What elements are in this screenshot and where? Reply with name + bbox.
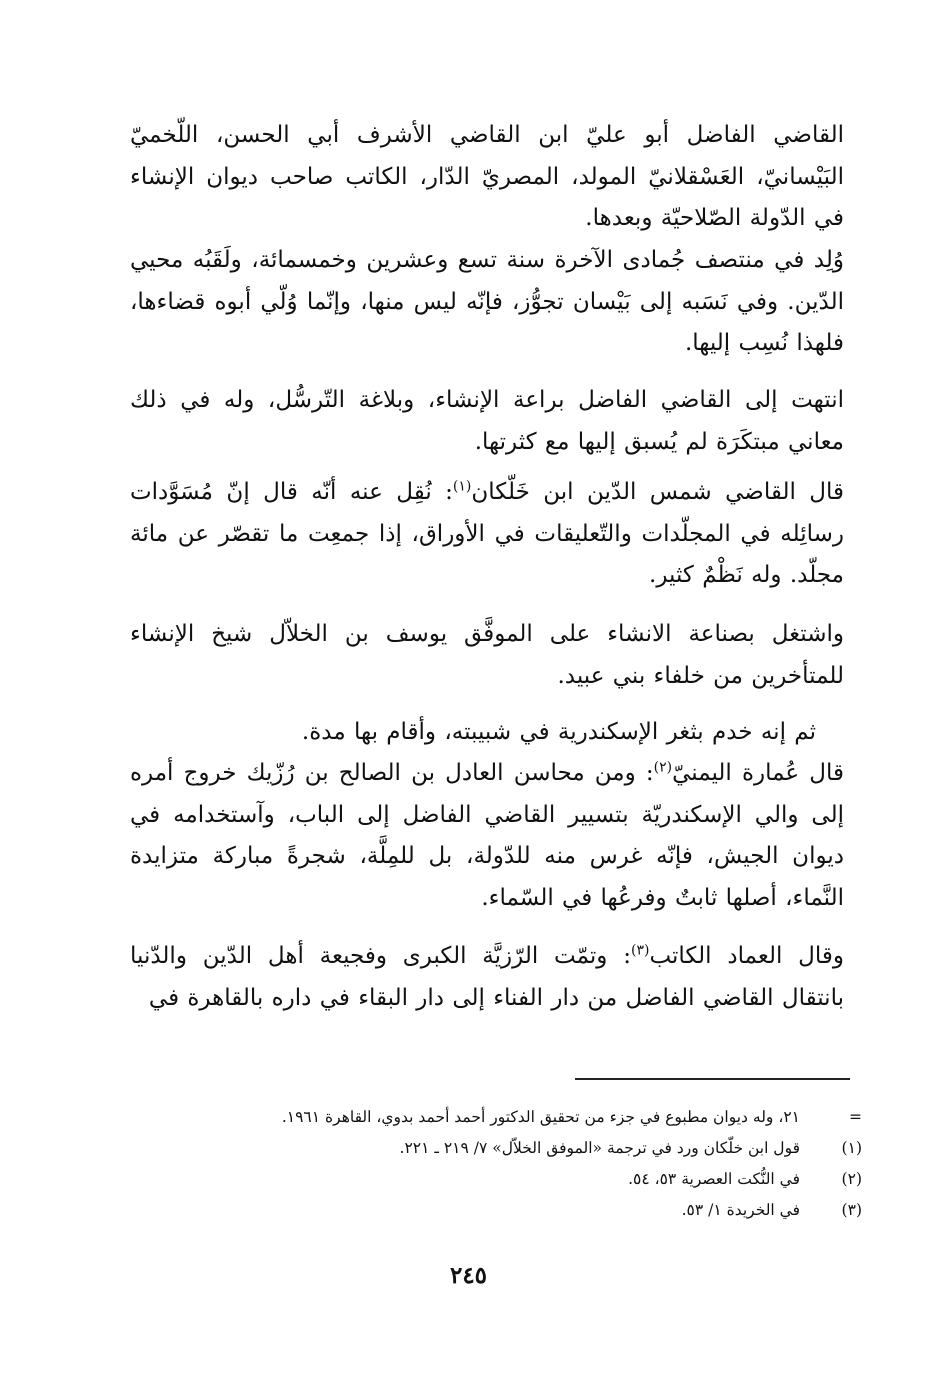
footnote-2 bbox=[150, 1164, 862, 1195]
footnote-1 bbox=[150, 1133, 862, 1164]
footnotes bbox=[150, 1102, 862, 1226]
paragraph-7-lead: قال عُمارة اليمنيّ bbox=[672, 760, 844, 786]
footnote-ref-3: (٣) bbox=[630, 942, 650, 959]
paragraph-4-lead: قال القاضي شمس الدّين ابن خَلّكان bbox=[471, 479, 845, 505]
paragraph-2: وُلِد في منتصف جُمادى الآخرة سنة تسع وعشرين وخمسمائة، ولَقَبُه محيي الدّين. وفي نَسَبه إلى بَيْسان تجوُّز، فإنّه ليس منها، وإنّما وُلّي أبوه قضاءها، فلهذا نُسِب إليها. bbox=[130, 247, 844, 356]
footnote-continued bbox=[150, 1102, 862, 1133]
page-number: ٢٤٥ bbox=[449, 1262, 488, 1289]
footnote-marker: (٢) bbox=[841, 1170, 862, 1188]
paragraph-4 bbox=[130, 472, 844, 597]
footnote-marker: (١) bbox=[841, 1139, 862, 1157]
footnote-text: في الخريدة ١/ ٥٣. bbox=[681, 1201, 800, 1219]
footnote-3 bbox=[150, 1195, 862, 1226]
paragraph-7-rest: : ومن محاسن العادل بن الصالح بن رُزّيك خروج أمره إلى والي الإسكندريّة بتسيير القاضي الفاضل إلى الباب، وآستخدامه في ديوان الجيش، فإنّه غرس منه للدّولة، بل للمِلَّة، شجرةً مباركة متزايدة النَّماء، أصلها ثابتٌ وفرعُها في السّماء. bbox=[130, 760, 844, 911]
paragraph-5: واشتغل بصناعة الانشاء على الموفَّق يوسف بن الخلاّل شيخ الإنشاء للمتأخرين من خلفاء بني عبيد. bbox=[130, 621, 844, 689]
paragraph-6: ثم إنه خدم بثغر الإسكندرية في شبيبته، وأقام بها مدة. bbox=[301, 719, 816, 745]
paragraph-7 bbox=[130, 753, 844, 919]
paragraph-3: انتهت إلى القاضي الفاضل براعة الإنشاء، وبلاغة التّرسُّل، وله في ذلك معاني مبتكَرَة لم يُسبق إليها مع كثرتها. bbox=[130, 387, 844, 455]
paragraph-4-rest: : نُقِل عنه أنّه قال إنّ مُسَوَّدات رسائِله في المجلّدات والتّعليقات في الأوراق، إذا جمعِت ما تقصّر عن مائة مجلّد. وله نَظْمٌ كثير. bbox=[130, 479, 844, 588]
footnote-ref-1: (١) bbox=[452, 478, 472, 495]
footnote-ref-2: (٢) bbox=[653, 759, 673, 776]
paragraph-1: القاضي الفاضل أبو عليّ ابن القاضي الأشرف أبي الحسن، اللّخميّ البَيْسانيّ، العَسْقلانيّ المولد، المصريّ الدّار، الكاتب صاحب ديوان الإنشاء في الدّولة الصّلاحيّة وبعدها. bbox=[130, 122, 844, 231]
footnote-separator bbox=[575, 1078, 850, 1080]
paragraph-8-lead: وقال العماد الكاتب bbox=[649, 943, 844, 969]
paragraph-8-rest: : وتمّت الرّزيَّة الكبرى وفجيعة أهل الدّين والدّنيا بانتقال القاضي الفاضل من دار الفناء إلى دار البقاء في داره بالقاهرة في bbox=[130, 943, 844, 1011]
paragraph-8 bbox=[130, 936, 844, 1019]
footnote-text: قول ابن خلّكان ورد في ترجمة «الموفق الخلاّل» ٧/ ٢١٩ ـ ٢٢١. bbox=[399, 1139, 800, 1157]
footnote-marker: (٣) bbox=[841, 1201, 862, 1219]
footnote-text: في النُّكت العصرية ٥٣، ٥٤. bbox=[628, 1170, 800, 1188]
footnote-text: ٢١، وله ديوان مطبوع في جزء من تحقيق الدكتور أحمد أحمد بدوي، القاهرة ١٩٦١. bbox=[281, 1108, 800, 1126]
footnote-marker: = bbox=[849, 1108, 862, 1126]
